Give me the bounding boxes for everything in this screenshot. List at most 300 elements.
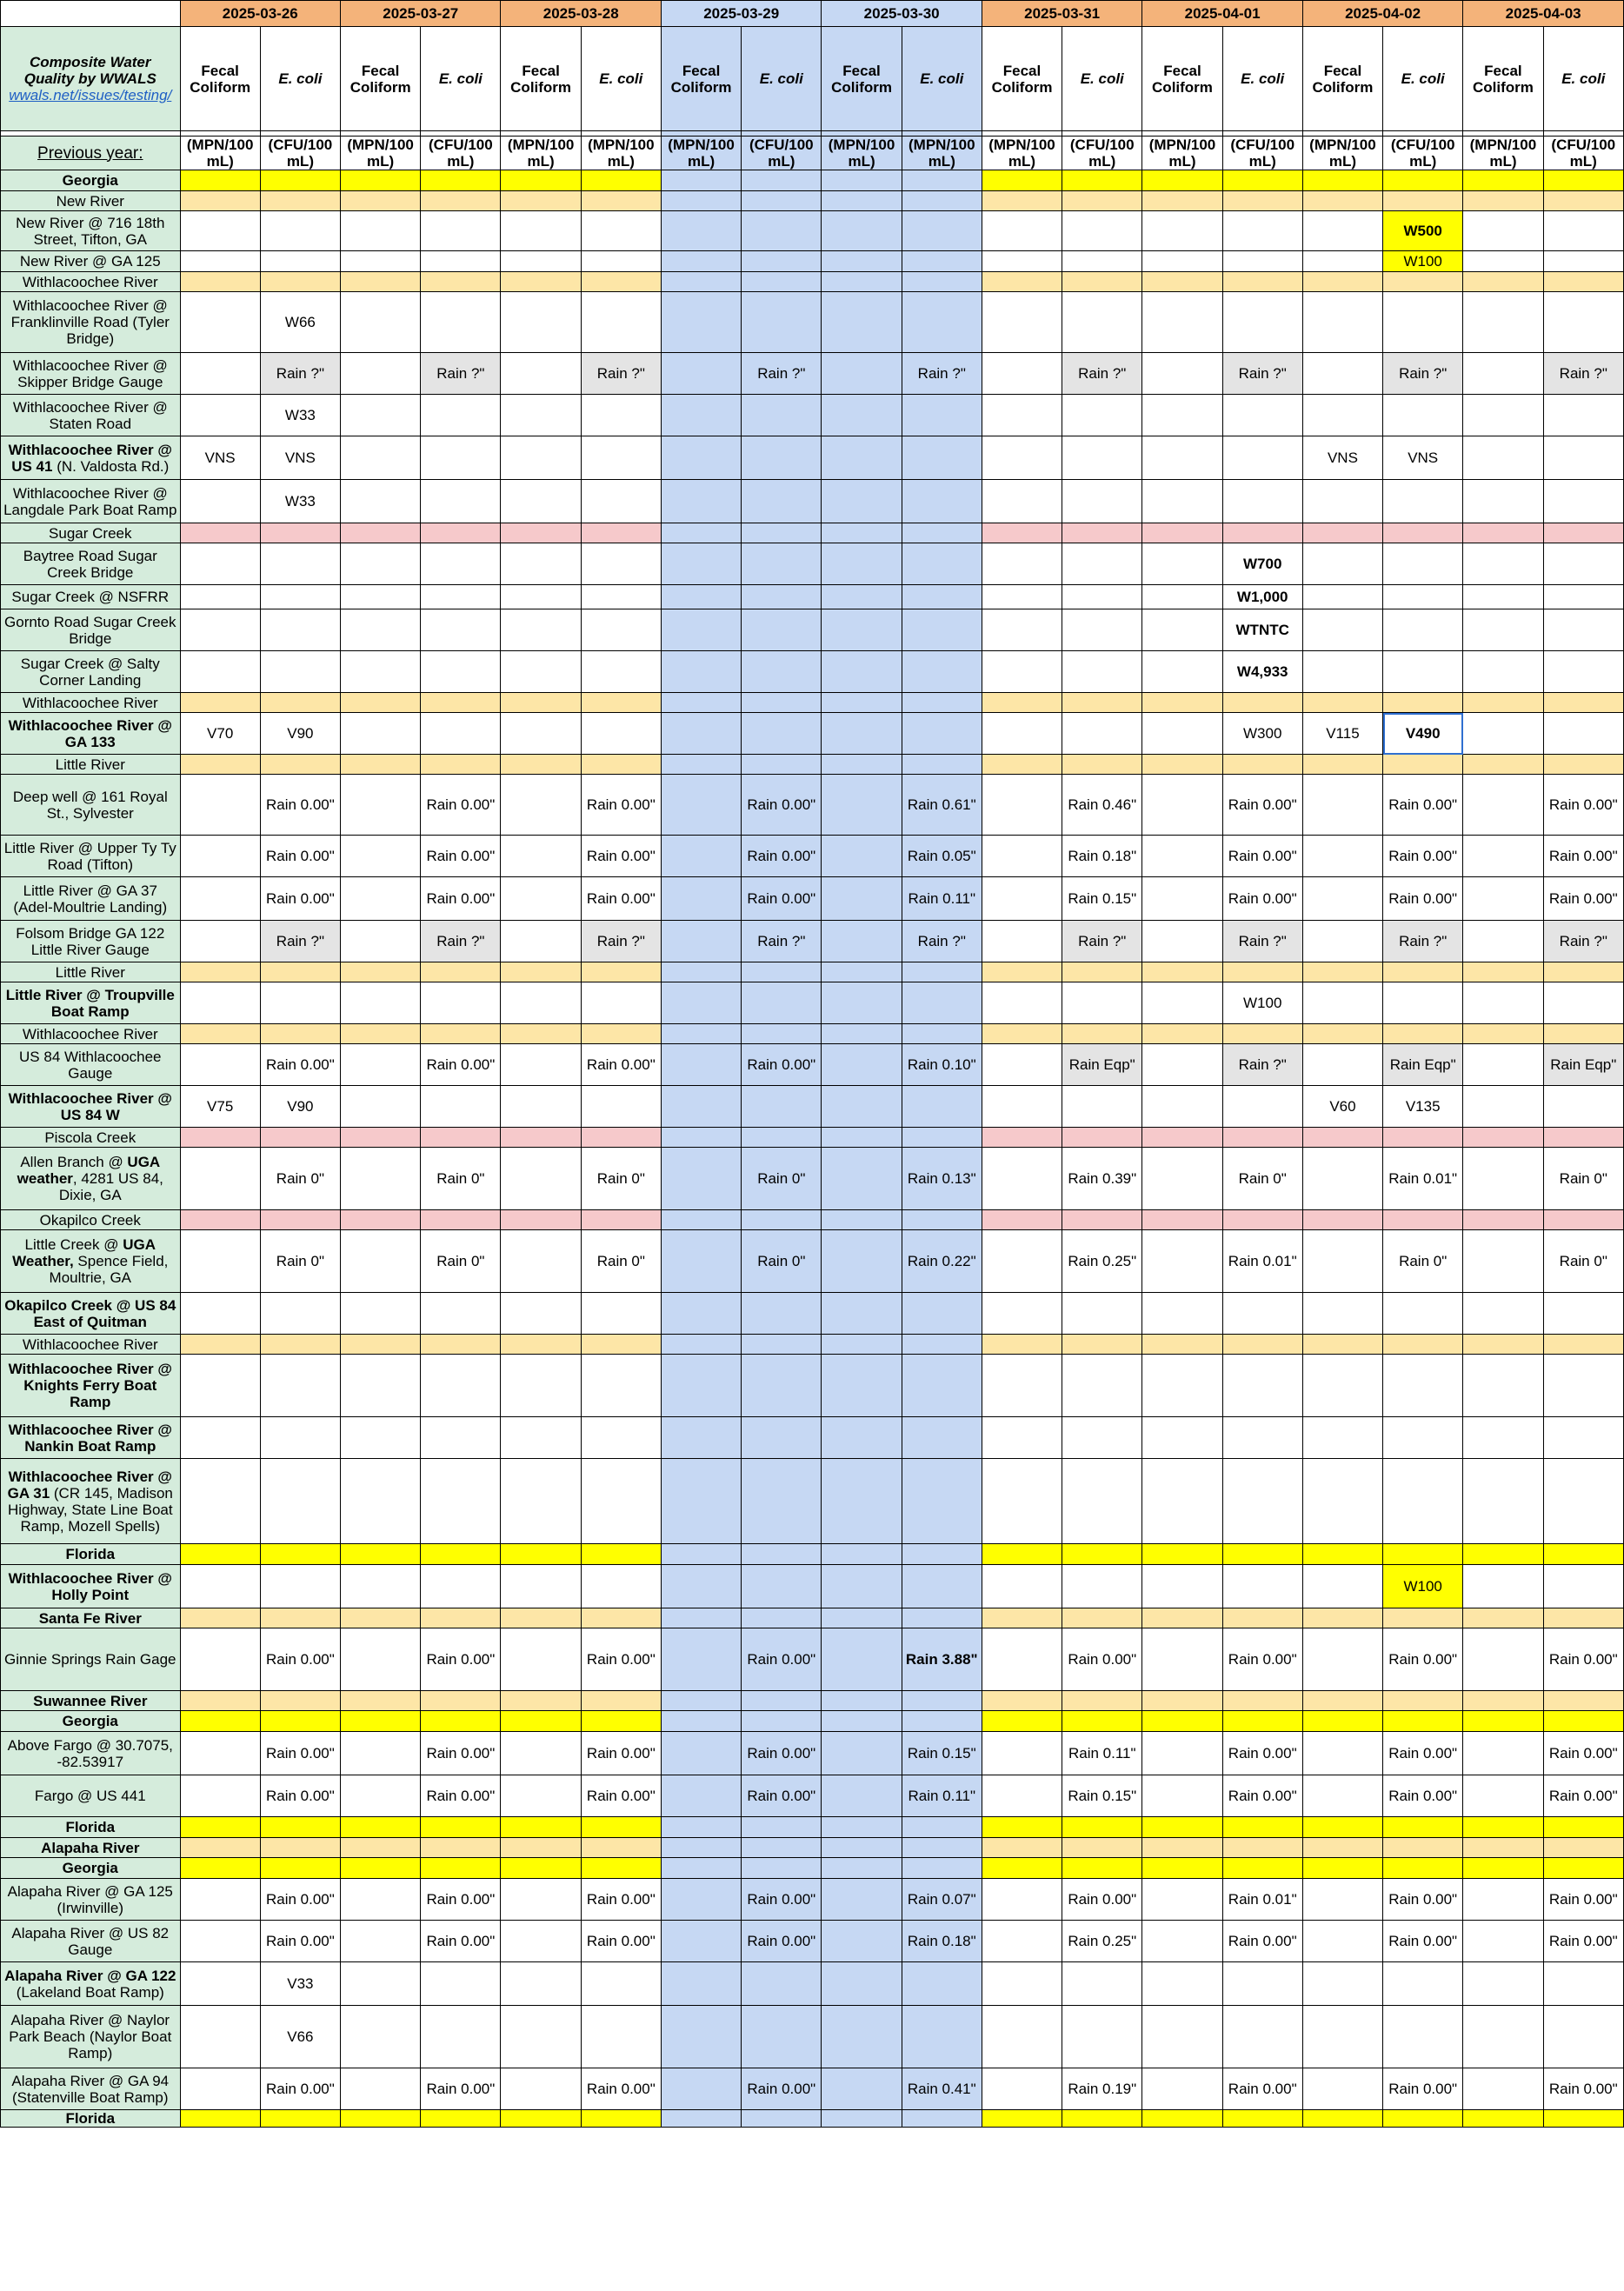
rain-gauge-value[interactable]: Rain 0.00" bbox=[581, 1879, 661, 1921]
value-cell[interactable] bbox=[581, 523, 661, 543]
value-cell[interactable] bbox=[1142, 170, 1222, 191]
value-cell[interactable] bbox=[1463, 713, 1543, 755]
value-cell[interactable] bbox=[1302, 877, 1382, 921]
value-cell[interactable] bbox=[1142, 2068, 1222, 2110]
value-cell[interactable] bbox=[1062, 2110, 1142, 2128]
value-cell[interactable] bbox=[341, 1962, 421, 2006]
value-cell[interactable] bbox=[260, 251, 340, 272]
testing-link[interactable]: wwals.net/issues/testing/ bbox=[9, 87, 172, 103]
rain-gauge-value[interactable]: Rain 0" bbox=[1222, 1148, 1302, 1210]
value-cell[interactable] bbox=[742, 1417, 822, 1459]
value-cell[interactable] bbox=[501, 480, 581, 523]
value-cell[interactable] bbox=[742, 1608, 822, 1628]
value-cell[interactable] bbox=[341, 1230, 421, 1293]
value-cell[interactable] bbox=[822, 211, 902, 251]
value-cell[interactable] bbox=[260, 1711, 340, 1732]
rain-gauge-value[interactable]: Rain 0.00" bbox=[1062, 1628, 1142, 1691]
value-cell[interactable] bbox=[180, 651, 260, 693]
value-cell[interactable] bbox=[742, 1544, 822, 1565]
value-cell[interactable] bbox=[1543, 1086, 1623, 1128]
value-cell[interactable] bbox=[902, 1086, 982, 1128]
value-cell[interactable] bbox=[661, 1838, 741, 1858]
value-cell[interactable] bbox=[581, 1962, 661, 2006]
value-cell[interactable] bbox=[822, 251, 902, 272]
value-cell[interactable] bbox=[1302, 693, 1382, 713]
value-cell[interactable] bbox=[1142, 543, 1222, 585]
value-cell[interactable] bbox=[501, 523, 581, 543]
rain-gauge-value[interactable]: Rain 0.00" bbox=[260, 1921, 340, 1962]
rain-gauge-value[interactable]: Rain 0.00" bbox=[260, 877, 340, 921]
value-cell[interactable] bbox=[421, 693, 501, 713]
value-cell[interactable] bbox=[1543, 251, 1623, 272]
value-cell[interactable] bbox=[1543, 1691, 1623, 1711]
value-cell[interactable] bbox=[1222, 191, 1302, 211]
value-cell[interactable] bbox=[421, 170, 501, 191]
rain-gauge-value[interactable]: Rain 0.00" bbox=[742, 1732, 822, 1775]
value-cell[interactable] bbox=[742, 1858, 822, 1879]
value-cell[interactable] bbox=[501, 1230, 581, 1293]
value-cell[interactable] bbox=[661, 1608, 741, 1628]
fecal-coliform-header[interactable]: Fecal Coliform bbox=[1142, 27, 1222, 131]
rain-gauge-value[interactable]: Rain 0" bbox=[1543, 1148, 1623, 1210]
value-cell[interactable] bbox=[1062, 1293, 1142, 1335]
value-cell[interactable] bbox=[1302, 755, 1382, 775]
rain-gauge-value[interactable]: Rain 0.00" bbox=[1383, 775, 1463, 836]
value-cell[interactable] bbox=[581, 713, 661, 755]
rain-gauge-value[interactable]: Rain 0.05" bbox=[902, 836, 982, 877]
value-cell[interactable] bbox=[1463, 1086, 1543, 1128]
rain-gauge-value[interactable]: Rain ?" bbox=[902, 921, 982, 962]
value-cell[interactable] bbox=[982, 609, 1062, 651]
value-cell[interactable] bbox=[982, 1565, 1062, 1608]
value-cell[interactable] bbox=[1463, 1230, 1543, 1293]
value-cell[interactable] bbox=[180, 1711, 260, 1732]
rain-gauge-value[interactable]: Rain 0.00" bbox=[1543, 2068, 1623, 2110]
value-cell[interactable] bbox=[421, 1128, 501, 1148]
value-cell[interactable] bbox=[1222, 2110, 1302, 2128]
value-cell[interactable] bbox=[661, 1711, 741, 1732]
value-cell[interactable] bbox=[1543, 543, 1623, 585]
value-cell[interactable] bbox=[982, 1879, 1062, 1921]
value-cell[interactable] bbox=[1383, 523, 1463, 543]
value-cell[interactable] bbox=[421, 755, 501, 775]
value-cell[interactable] bbox=[421, 609, 501, 651]
value-cell[interactable] bbox=[982, 755, 1062, 775]
value-cell[interactable] bbox=[581, 2006, 661, 2068]
value-cell[interactable] bbox=[742, 2006, 822, 2068]
value-cell[interactable] bbox=[1383, 2110, 1463, 2128]
value-cell[interactable] bbox=[180, 1628, 260, 1691]
value-cell[interactable] bbox=[260, 755, 340, 775]
value-cell[interactable] bbox=[1222, 962, 1302, 982]
value-cell[interactable] bbox=[661, 1335, 741, 1355]
value-cell[interactable] bbox=[501, 1732, 581, 1775]
rain-gauge-value[interactable]: Rain 0.00" bbox=[1383, 1879, 1463, 1921]
value-cell[interactable] bbox=[1302, 523, 1382, 543]
value-cell[interactable] bbox=[822, 292, 902, 353]
value-cell[interactable] bbox=[1383, 982, 1463, 1024]
value-cell[interactable] bbox=[501, 353, 581, 395]
value-cell[interactable] bbox=[421, 1565, 501, 1608]
rain-gauge-value[interactable]: Rain 0.00" bbox=[260, 1732, 340, 1775]
value-cell[interactable] bbox=[260, 1858, 340, 1879]
value-cell[interactable] bbox=[1222, 1210, 1302, 1230]
rain-gauge-value[interactable]: Rain ?" bbox=[1062, 921, 1142, 962]
value-cell[interactable] bbox=[421, 211, 501, 251]
e-coli-header[interactable]: E. coli bbox=[260, 27, 340, 131]
value-cell[interactable] bbox=[1062, 982, 1142, 1024]
value-cell[interactable] bbox=[1383, 170, 1463, 191]
value-cell[interactable] bbox=[1463, 836, 1543, 877]
value-cell[interactable] bbox=[1302, 962, 1382, 982]
value-cell[interactable] bbox=[260, 1335, 340, 1355]
value-cell[interactable] bbox=[822, 1417, 902, 1459]
value-cell[interactable] bbox=[1222, 693, 1302, 713]
value-cell[interactable] bbox=[1142, 1879, 1222, 1921]
value-cell[interactable] bbox=[501, 1128, 581, 1148]
value-cell[interactable] bbox=[742, 251, 822, 272]
value-cell[interactable] bbox=[180, 2068, 260, 2110]
value-cell[interactable] bbox=[661, 775, 741, 836]
value-cell[interactable] bbox=[1062, 436, 1142, 480]
value-cell[interactable] bbox=[1302, 1565, 1382, 1608]
value-cell[interactable] bbox=[982, 1838, 1062, 1858]
rain-gauge-value[interactable]: Rain 0.00" bbox=[742, 836, 822, 877]
value-cell[interactable] bbox=[822, 1879, 902, 1921]
value-cell[interactable] bbox=[581, 1691, 661, 1711]
value-cell[interactable] bbox=[1062, 1210, 1142, 1230]
value-cell[interactable] bbox=[822, 836, 902, 877]
value-cell[interactable] bbox=[1142, 1628, 1222, 1691]
value-cell[interactable] bbox=[1383, 1691, 1463, 1711]
value-cell[interactable] bbox=[1302, 1210, 1382, 1230]
value-cell[interactable] bbox=[1062, 1711, 1142, 1732]
value-cell[interactable] bbox=[341, 609, 421, 651]
value-cell[interactable] bbox=[1463, 1148, 1543, 1210]
rain-gauge-value[interactable]: Rain 0.00" bbox=[1543, 1775, 1623, 1817]
value-cell[interactable] bbox=[180, 921, 260, 962]
value-cell[interactable] bbox=[902, 523, 982, 543]
rain-gauge-value[interactable]: Rain 0.46" bbox=[1062, 775, 1142, 836]
value-cell[interactable] bbox=[180, 1838, 260, 1858]
value-cell[interactable] bbox=[982, 693, 1062, 713]
date-header-2025-03-28[interactable]: 2025-03-28 bbox=[501, 1, 661, 27]
value-cell[interactable] bbox=[1142, 1962, 1222, 2006]
previous-year-link[interactable]: Previous year: bbox=[1, 137, 181, 170]
value-cell[interactable] bbox=[341, 1544, 421, 1565]
rain-gauge-value[interactable]: Rain 0.00" bbox=[581, 1628, 661, 1691]
value-cell[interactable] bbox=[661, 1879, 741, 1921]
value-cell[interactable] bbox=[1543, 1355, 1623, 1417]
rain-gauge-value[interactable]: Rain 0.00" bbox=[421, 1628, 501, 1691]
value-cell[interactable] bbox=[581, 272, 661, 292]
rain-gauge-value[interactable]: Rain 0.00" bbox=[1222, 1732, 1302, 1775]
value-cell[interactable] bbox=[982, 191, 1062, 211]
value-cell[interactable] bbox=[661, 1293, 741, 1335]
value-cell[interactable] bbox=[180, 211, 260, 251]
value-cell[interactable] bbox=[902, 982, 982, 1024]
value-cell[interactable] bbox=[341, 1775, 421, 1817]
value-cell[interactable] bbox=[180, 1691, 260, 1711]
value-cell[interactable] bbox=[260, 1417, 340, 1459]
value-cell[interactable] bbox=[180, 1417, 260, 1459]
value-cell[interactable] bbox=[1222, 1565, 1302, 1608]
rain-gauge-value[interactable]: Rain 0.00" bbox=[742, 1044, 822, 1086]
value-cell[interactable] bbox=[1142, 1858, 1222, 1879]
value-cell[interactable] bbox=[180, 609, 260, 651]
value-cell[interactable] bbox=[581, 962, 661, 982]
rain-gauge-value[interactable]: Rain ?" bbox=[1543, 353, 1623, 395]
value-cell[interactable] bbox=[1463, 1817, 1543, 1838]
value-cell[interactable] bbox=[1142, 1711, 1222, 1732]
rain-gauge-value[interactable]: Rain ?" bbox=[1383, 353, 1463, 395]
value-cell[interactable] bbox=[260, 609, 340, 651]
value-cell[interactable] bbox=[501, 1086, 581, 1128]
value-cell[interactable] bbox=[180, 480, 260, 523]
value-cell[interactable] bbox=[1543, 272, 1623, 292]
value-cell[interactable] bbox=[1543, 523, 1623, 543]
value-cell[interactable] bbox=[1062, 1838, 1142, 1858]
rain-gauge-value[interactable]: Rain 0.00" bbox=[1543, 1732, 1623, 1775]
value-cell[interactable] bbox=[501, 1879, 581, 1921]
value-cell[interactable] bbox=[822, 2110, 902, 2128]
value-cell[interactable] bbox=[982, 982, 1062, 1024]
sample-result[interactable]: VNS bbox=[1302, 436, 1382, 480]
value-cell[interactable] bbox=[822, 693, 902, 713]
value-cell[interactable] bbox=[1142, 1128, 1222, 1148]
fecal-coliform-header[interactable]: Fecal Coliform bbox=[501, 27, 581, 131]
value-cell[interactable] bbox=[180, 1565, 260, 1608]
value-cell[interactable] bbox=[822, 775, 902, 836]
value-cell[interactable] bbox=[822, 1608, 902, 1628]
value-cell[interactable] bbox=[1543, 585, 1623, 609]
value-cell[interactable] bbox=[341, 211, 421, 251]
value-cell[interactable] bbox=[341, 713, 421, 755]
rain-gauge-value[interactable]: Rain ?" bbox=[421, 353, 501, 395]
value-cell[interactable] bbox=[1383, 1544, 1463, 1565]
rain-gauge-value[interactable]: Rain ?" bbox=[260, 353, 340, 395]
value-cell[interactable] bbox=[661, 651, 741, 693]
value-cell[interactable] bbox=[501, 272, 581, 292]
value-cell[interactable] bbox=[902, 1711, 982, 1732]
value-cell[interactable] bbox=[902, 1608, 982, 1628]
value-cell[interactable] bbox=[180, 1459, 260, 1544]
value-cell[interactable] bbox=[1383, 1858, 1463, 1879]
value-cell[interactable] bbox=[982, 1293, 1062, 1335]
rain-gauge-value[interactable]: Rain 0.00" bbox=[421, 1921, 501, 1962]
value-cell[interactable] bbox=[1543, 2110, 1623, 2128]
value-cell[interactable] bbox=[421, 523, 501, 543]
value-cell[interactable] bbox=[1222, 1459, 1302, 1544]
rain-gauge-value[interactable]: Rain 0.00" bbox=[421, 1879, 501, 1921]
date-header-2025-04-03[interactable]: 2025-04-03 bbox=[1463, 1, 1624, 27]
value-cell[interactable] bbox=[1142, 693, 1222, 713]
value-cell[interactable] bbox=[180, 775, 260, 836]
value-cell[interactable] bbox=[421, 1417, 501, 1459]
value-cell[interactable] bbox=[581, 609, 661, 651]
value-cell[interactable] bbox=[1543, 211, 1623, 251]
value-cell[interactable] bbox=[1302, 2110, 1382, 2128]
rain-gauge-value[interactable]: Rain 0" bbox=[260, 1148, 340, 1210]
value-cell[interactable] bbox=[661, 1921, 741, 1962]
fecal-coliform-header[interactable]: Fecal Coliform bbox=[661, 27, 741, 131]
value-cell[interactable] bbox=[982, 211, 1062, 251]
e-coli-header[interactable]: E. coli bbox=[1062, 27, 1142, 131]
value-cell[interactable] bbox=[822, 921, 902, 962]
value-cell[interactable] bbox=[581, 292, 661, 353]
value-cell[interactable] bbox=[180, 1293, 260, 1335]
value-cell[interactable] bbox=[1062, 395, 1142, 436]
value-cell[interactable] bbox=[1302, 1044, 1382, 1086]
rain-gauge-value[interactable]: Rain 0.00" bbox=[1383, 1921, 1463, 1962]
value-cell[interactable] bbox=[822, 1858, 902, 1879]
value-cell[interactable] bbox=[1543, 1544, 1623, 1565]
rain-gauge-value[interactable]: Rain 0.00" bbox=[1222, 1921, 1302, 1962]
value-cell[interactable] bbox=[822, 2068, 902, 2110]
value-cell[interactable] bbox=[421, 1293, 501, 1335]
value-cell[interactable] bbox=[1383, 1608, 1463, 1628]
value-cell[interactable] bbox=[1302, 211, 1382, 251]
value-cell[interactable] bbox=[180, 585, 260, 609]
value-cell[interactable] bbox=[341, 755, 421, 775]
value-cell[interactable] bbox=[742, 962, 822, 982]
rain-gauge-value[interactable]: Rain 0.00" bbox=[742, 877, 822, 921]
date-header-2025-04-01[interactable]: 2025-04-01 bbox=[1142, 1, 1302, 27]
value-cell[interactable] bbox=[1142, 1355, 1222, 1417]
value-cell[interactable] bbox=[421, 395, 501, 436]
value-cell[interactable] bbox=[341, 395, 421, 436]
value-cell[interactable] bbox=[982, 1921, 1062, 1962]
value-cell[interactable] bbox=[341, 877, 421, 921]
sample-result[interactable]: VNS bbox=[180, 436, 260, 480]
value-cell[interactable] bbox=[1383, 1838, 1463, 1858]
rain-gauge-value[interactable]: Rain 0.00" bbox=[1543, 1628, 1623, 1691]
value-cell[interactable] bbox=[902, 1417, 982, 1459]
value-cell[interactable] bbox=[661, 211, 741, 251]
value-cell[interactable] bbox=[180, 1230, 260, 1293]
value-cell[interactable] bbox=[341, 272, 421, 292]
rain-gauge-value[interactable]: Rain 0.00" bbox=[1383, 1628, 1463, 1691]
value-cell[interactable] bbox=[421, 251, 501, 272]
e-coli-header[interactable]: E. coli bbox=[581, 27, 661, 131]
value-cell[interactable] bbox=[1463, 1335, 1543, 1355]
value-cell[interactable] bbox=[501, 191, 581, 211]
value-cell[interactable] bbox=[1463, 1210, 1543, 1230]
value-cell[interactable] bbox=[1062, 1544, 1142, 1565]
rain-gauge-value[interactable]: Rain 0.00" bbox=[581, 1775, 661, 1817]
value-cell[interactable] bbox=[180, 1775, 260, 1817]
rain-gauge-value[interactable]: Rain 0.00" bbox=[742, 1775, 822, 1817]
rain-gauge-value[interactable]: Rain 0.00" bbox=[1222, 877, 1302, 921]
value-cell[interactable] bbox=[661, 1024, 741, 1044]
value-cell[interactable] bbox=[822, 1148, 902, 1210]
value-cell[interactable] bbox=[982, 921, 1062, 962]
value-cell[interactable] bbox=[260, 543, 340, 585]
value-cell[interactable] bbox=[180, 755, 260, 775]
value-cell[interactable] bbox=[902, 1459, 982, 1544]
value-cell[interactable] bbox=[982, 1858, 1062, 1879]
value-cell[interactable] bbox=[902, 1128, 982, 1148]
rain-gauge-value[interactable]: Rain 0.00" bbox=[742, 1921, 822, 1962]
value-cell[interactable] bbox=[982, 2110, 1062, 2128]
value-cell[interactable] bbox=[1463, 1838, 1543, 1858]
value-cell[interactable] bbox=[822, 395, 902, 436]
value-cell[interactable] bbox=[1463, 1417, 1543, 1459]
value-cell[interactable] bbox=[421, 1608, 501, 1628]
value-cell[interactable] bbox=[1062, 1355, 1142, 1417]
value-cell[interactable] bbox=[1062, 191, 1142, 211]
value-cell[interactable] bbox=[1383, 962, 1463, 982]
value-cell[interactable] bbox=[260, 1210, 340, 1230]
value-cell[interactable] bbox=[1142, 1608, 1222, 1628]
value-cell[interactable] bbox=[1463, 1355, 1543, 1417]
value-cell[interactable] bbox=[1463, 1565, 1543, 1608]
value-cell[interactable] bbox=[1142, 585, 1222, 609]
value-cell[interactable] bbox=[180, 272, 260, 292]
value-cell[interactable] bbox=[902, 1335, 982, 1355]
value-cell[interactable] bbox=[421, 480, 501, 523]
value-cell[interactable] bbox=[661, 436, 741, 480]
sample-result[interactable]: VNS bbox=[1383, 436, 1463, 480]
value-cell[interactable] bbox=[180, 2006, 260, 2068]
rain-gauge-value[interactable]: Rain 0.00" bbox=[1222, 2068, 1302, 2110]
value-cell[interactable] bbox=[1543, 1838, 1623, 1858]
rain-gauge-value[interactable]: Rain 0.11" bbox=[1062, 1732, 1142, 1775]
value-cell[interactable] bbox=[1062, 272, 1142, 292]
value-cell[interactable] bbox=[1383, 1817, 1463, 1838]
value-cell[interactable] bbox=[1302, 1711, 1382, 1732]
value-cell[interactable] bbox=[1062, 713, 1142, 755]
value-cell[interactable] bbox=[1222, 1962, 1302, 2006]
value-cell[interactable] bbox=[180, 353, 260, 395]
value-cell[interactable] bbox=[1463, 1293, 1543, 1335]
value-cell[interactable] bbox=[1222, 211, 1302, 251]
sample-result[interactable]: W33 bbox=[260, 480, 340, 523]
value-cell[interactable] bbox=[180, 191, 260, 211]
value-cell[interactable] bbox=[1142, 1921, 1222, 1962]
value-cell[interactable] bbox=[341, 1858, 421, 1879]
value-cell[interactable] bbox=[501, 1459, 581, 1544]
rain-gauge-value[interactable]: Rain 0.00" bbox=[581, 1921, 661, 1962]
value-cell[interactable] bbox=[1062, 2006, 1142, 2068]
rain-gauge-value[interactable]: Rain 0" bbox=[421, 1148, 501, 1210]
value-cell[interactable] bbox=[1142, 775, 1222, 836]
value-cell[interactable] bbox=[742, 651, 822, 693]
value-cell[interactable] bbox=[1142, 1417, 1222, 1459]
value-cell[interactable] bbox=[421, 543, 501, 585]
value-cell[interactable] bbox=[421, 962, 501, 982]
value-cell[interactable] bbox=[1543, 292, 1623, 353]
rain-gauge-value[interactable]: Rain 0.00" bbox=[421, 836, 501, 877]
value-cell[interactable] bbox=[1142, 1459, 1222, 1544]
value-cell[interactable] bbox=[180, 1921, 260, 1962]
value-cell[interactable] bbox=[1142, 2110, 1222, 2128]
value-cell[interactable] bbox=[180, 1148, 260, 1210]
value-cell[interactable] bbox=[902, 1544, 982, 1565]
value-cell[interactable] bbox=[260, 651, 340, 693]
value-cell[interactable] bbox=[501, 1691, 581, 1711]
value-cell[interactable] bbox=[742, 1024, 822, 1044]
value-cell[interactable] bbox=[1302, 1128, 1382, 1148]
value-cell[interactable] bbox=[260, 962, 340, 982]
value-cell[interactable] bbox=[742, 1565, 822, 1608]
value-cell[interactable] bbox=[902, 2110, 982, 2128]
value-cell[interactable] bbox=[1142, 1565, 1222, 1608]
sample-result[interactable]: W4,933 bbox=[1222, 651, 1302, 693]
value-cell[interactable] bbox=[581, 1858, 661, 1879]
value-cell[interactable] bbox=[902, 609, 982, 651]
value-cell[interactable] bbox=[902, 543, 982, 585]
